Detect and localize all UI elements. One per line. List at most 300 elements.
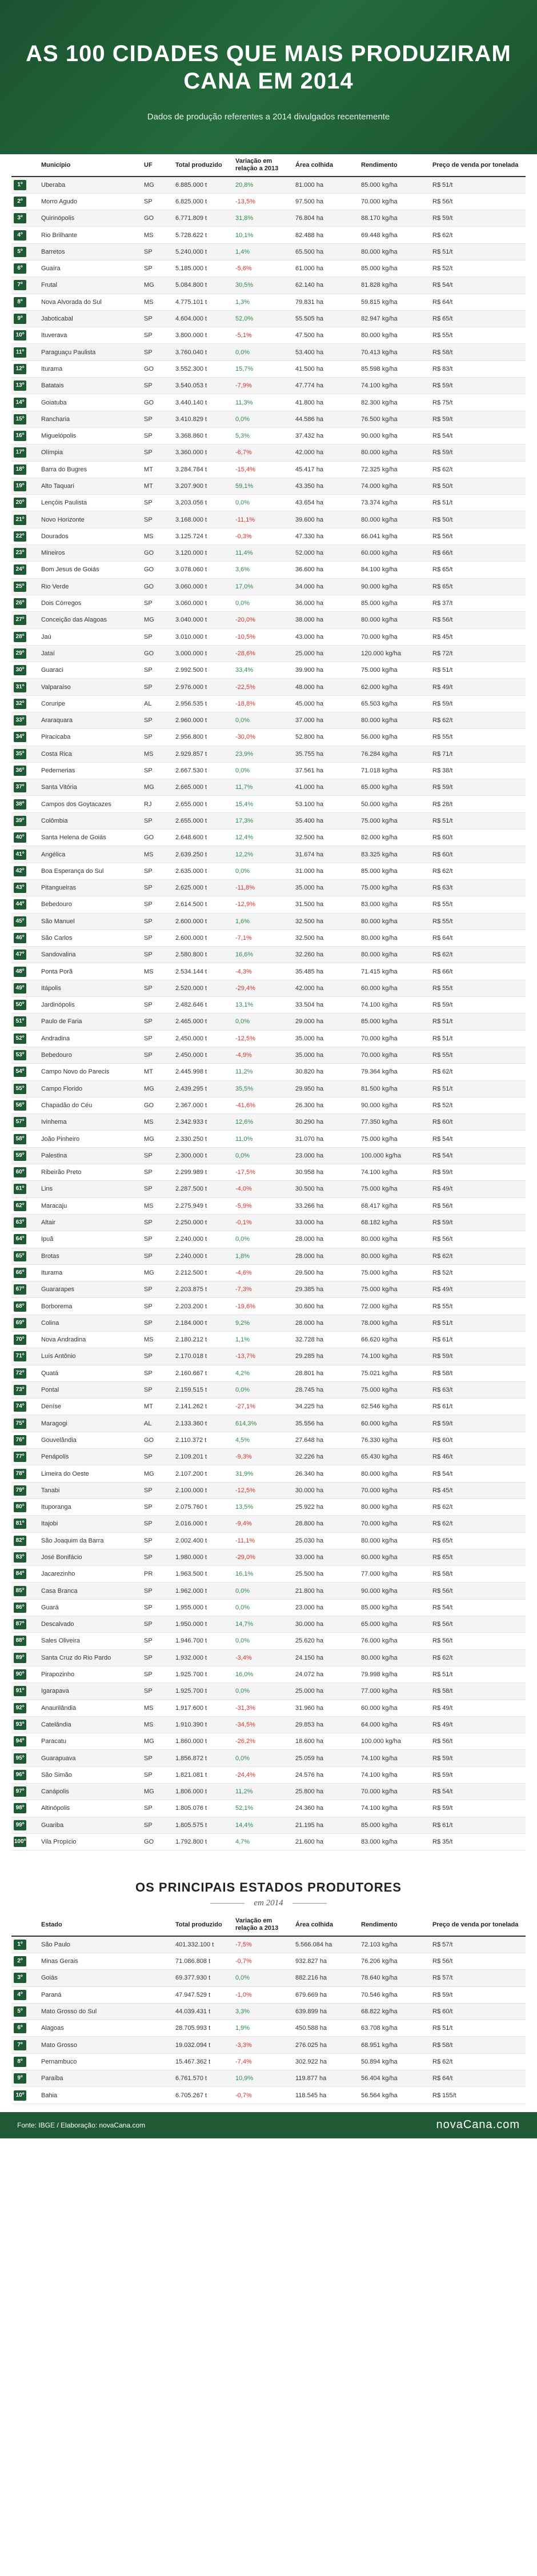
table-cell: 1.962.000 t bbox=[173, 1583, 233, 1599]
table-cell: 2.075.760 t bbox=[173, 1499, 233, 1515]
table-cell: 16,0% bbox=[233, 1666, 293, 1682]
table-cell: Piracicaba bbox=[39, 729, 142, 746]
table-cell: SP bbox=[142, 997, 173, 1013]
rank-cell bbox=[11, 260, 39, 277]
rank-badge: 84º bbox=[14, 1569, 26, 1579]
table-cell: 1.910.390 t bbox=[173, 1716, 233, 1733]
table-cell: 2.109.201 t bbox=[173, 1449, 233, 1465]
table-cell: R$ 52/t bbox=[430, 260, 526, 277]
table-row bbox=[11, 1248, 526, 1264]
table-cell: 0,0% bbox=[233, 1599, 293, 1616]
table-cell: 97.500 ha bbox=[293, 193, 359, 210]
table-cell: Jardinópolis bbox=[39, 997, 142, 1013]
rank-cell bbox=[11, 511, 39, 528]
states-col-rank bbox=[11, 1914, 39, 1936]
rank-cell bbox=[11, 1114, 39, 1131]
table-cell: 74.100 kg/ha bbox=[359, 1348, 430, 1365]
table-cell: -6,7% bbox=[233, 444, 293, 461]
table-cell: Andradina bbox=[39, 1030, 142, 1047]
table-cell: SP bbox=[142, 1298, 173, 1315]
table-cell: Canápolis bbox=[39, 1784, 142, 1800]
table-cell: 60.000 kg/ha bbox=[359, 1700, 430, 1716]
table-row bbox=[11, 344, 526, 360]
table-cell: Alto Taquari bbox=[39, 478, 142, 494]
table-cell: 75.000 kg/ha bbox=[359, 1264, 430, 1281]
table-cell: R$ 56/t bbox=[430, 1733, 526, 1750]
table-cell: 70.000 kg/ha bbox=[359, 1784, 430, 1800]
table-cell: 33.504 ha bbox=[293, 997, 359, 1013]
table-cell: SP bbox=[142, 913, 173, 930]
table-cell: 28.000 ha bbox=[293, 1248, 359, 1264]
table-cell: 50.894 kg/ha bbox=[359, 2053, 430, 2070]
table-cell: -30,0% bbox=[233, 729, 293, 746]
table-cell: -4,0% bbox=[233, 1181, 293, 1197]
rank-cell bbox=[11, 2003, 39, 2020]
rank-cell bbox=[11, 1516, 39, 1532]
table-cell: SP bbox=[142, 1499, 173, 1515]
table-cell: SP bbox=[142, 1365, 173, 1381]
rank-cell bbox=[11, 1064, 39, 1080]
table-cell: R$ 59/t bbox=[430, 1800, 526, 1817]
table-cell: 12,6% bbox=[233, 1114, 293, 1131]
table-cell: 3.360.000 t bbox=[173, 444, 233, 461]
table-cell: 3.440.140 t bbox=[173, 394, 233, 411]
table-cell: 90.000 kg/ha bbox=[359, 1583, 430, 1599]
table-cell: 11,4% bbox=[233, 545, 293, 562]
table-cell: 2.110.372 t bbox=[173, 1432, 233, 1448]
table-cell: 25.000 ha bbox=[293, 645, 359, 662]
table-cell: 2.667.530 t bbox=[173, 762, 233, 779]
table-cell: Angélica bbox=[39, 846, 142, 863]
table-cell: Coruripe bbox=[39, 695, 142, 712]
table-row bbox=[11, 812, 526, 829]
table-cell: R$ 51/t bbox=[430, 177, 526, 193]
rank-cell bbox=[11, 227, 39, 243]
rank-badge: 9º bbox=[14, 2073, 26, 2084]
rank-cell bbox=[11, 729, 39, 746]
table-cell: 24.360 ha bbox=[293, 1800, 359, 1817]
rank-badge: 82º bbox=[14, 1536, 26, 1546]
table-row bbox=[11, 1013, 526, 1030]
table-row bbox=[11, 863, 526, 879]
table-cell: 68.182 kg/ha bbox=[359, 1214, 430, 1231]
cities-table bbox=[11, 154, 526, 1850]
rank-cell bbox=[11, 1599, 39, 1616]
table-row bbox=[11, 277, 526, 294]
table-cell: -12,5% bbox=[233, 1482, 293, 1499]
table-cell: 29.853 ha bbox=[293, 1716, 359, 1733]
table-cell: 2.275.949 t bbox=[173, 1197, 233, 1214]
rank-badge: 24º bbox=[14, 564, 26, 575]
table-cell: -7,4% bbox=[233, 2053, 293, 2070]
table-cell: R$ 60/t bbox=[430, 1114, 526, 1131]
table-cell: Ivinhema bbox=[39, 1114, 142, 1131]
table-row bbox=[11, 578, 526, 595]
table-cell: 0,0% bbox=[233, 1013, 293, 1030]
table-cell: R$ 46/t bbox=[430, 1449, 526, 1465]
table-cell: -17,5% bbox=[233, 1164, 293, 1181]
table-cell: Limeira do Oeste bbox=[39, 1465, 142, 1482]
table-cell: 4,7% bbox=[233, 1833, 293, 1850]
table-cell: Penápolis bbox=[39, 1449, 142, 1465]
table-cell: 2.250.000 t bbox=[173, 1214, 233, 1231]
table-cell: Guaíra bbox=[39, 260, 142, 277]
table-cell: 1.917.600 t bbox=[173, 1700, 233, 1716]
table-cell: R$ 64/t bbox=[430, 294, 526, 310]
rank-badge: 47º bbox=[14, 950, 26, 960]
rank-badge: 45º bbox=[14, 916, 26, 927]
table-cell: 52,0% bbox=[233, 310, 293, 327]
table-cell: 63.708 kg/ha bbox=[359, 2020, 430, 2037]
rank-badge: 89º bbox=[14, 1653, 26, 1663]
table-cell: 28.800 ha bbox=[293, 1516, 359, 1532]
table-cell: 76.284 kg/ha bbox=[359, 746, 430, 762]
table-cell: 56.404 kg/ha bbox=[359, 2070, 430, 2087]
table-cell: 47.947.529 t bbox=[173, 1986, 233, 2003]
table-cell: 36.000 ha bbox=[293, 595, 359, 611]
table-cell: 21.800 ha bbox=[293, 1583, 359, 1599]
table-cell: 72.103 kg/ha bbox=[359, 1936, 430, 1953]
table-cell: 1,6% bbox=[233, 913, 293, 930]
rank-cell bbox=[11, 963, 39, 980]
table-cell: 10,9% bbox=[233, 2070, 293, 2087]
table-row bbox=[11, 830, 526, 846]
table-cell: 1.955.000 t bbox=[173, 1599, 233, 1616]
rank-badge: 29º bbox=[14, 648, 26, 659]
table-cell: 45.000 ha bbox=[293, 695, 359, 712]
rank-cell bbox=[11, 1415, 39, 1432]
rank-cell bbox=[11, 1298, 39, 1315]
table-cell: R$ 51/t bbox=[430, 243, 526, 260]
table-cell: -11,1% bbox=[233, 511, 293, 528]
table-cell: 882.216 ha bbox=[293, 1970, 359, 1986]
table-cell: R$ 51/t bbox=[430, 1666, 526, 1682]
table-cell: 11,2% bbox=[233, 1064, 293, 1080]
states-section-title: OS PRINCIPAIS ESTADOS PRODUTORES bbox=[135, 1880, 402, 1895]
table-cell: -13,7% bbox=[233, 1348, 293, 1365]
table-row bbox=[11, 1733, 526, 1750]
table-cell: 9,2% bbox=[233, 1315, 293, 1331]
table-cell: 32.500 ha bbox=[293, 830, 359, 846]
rank-badge: 59º bbox=[14, 1151, 26, 1161]
table-cell: 34.000 ha bbox=[293, 578, 359, 595]
table-cell: 80.000 kg/ha bbox=[359, 1248, 430, 1264]
table-row bbox=[11, 1516, 526, 1532]
table-row bbox=[11, 1482, 526, 1499]
table-cell: 39.900 ha bbox=[293, 662, 359, 679]
table-cell: 52.000 ha bbox=[293, 545, 359, 562]
table-cell: SP bbox=[142, 930, 173, 946]
table-cell: 3.760.040 t bbox=[173, 344, 233, 360]
table-cell: R$ 56/t bbox=[430, 1197, 526, 1214]
table-cell: SP bbox=[142, 595, 173, 611]
rank-badge: 21º bbox=[14, 515, 26, 525]
table-cell: 2.648.600 t bbox=[173, 830, 233, 846]
table-cell: Igarapava bbox=[39, 1683, 142, 1700]
table-cell: SP bbox=[142, 260, 173, 277]
table-cell: -5,9% bbox=[233, 1197, 293, 1214]
rank-badge: 96º bbox=[14, 1770, 26, 1780]
table-cell: 31.500 ha bbox=[293, 896, 359, 913]
table-cell: Bebedouro bbox=[39, 1047, 142, 1063]
table-cell: R$ 59/t bbox=[430, 1348, 526, 1365]
table-cell: 70.000 kg/ha bbox=[359, 628, 430, 645]
table-cell: -5,1% bbox=[233, 327, 293, 344]
table-cell: 23.000 ha bbox=[293, 1147, 359, 1164]
table-cell: 17,3% bbox=[233, 812, 293, 829]
table-cell: Altinópolis bbox=[39, 1800, 142, 1817]
table-cell: 21.195 ha bbox=[293, 1817, 359, 1833]
table-cell: R$ 65/t bbox=[430, 1532, 526, 1549]
table-cell: 1.856.872 t bbox=[173, 1750, 233, 1766]
table-cell: 76.000 kg/ha bbox=[359, 1633, 430, 1649]
table-cell: 3.203.056 t bbox=[173, 495, 233, 511]
table-cell: R$ 62/t bbox=[430, 1649, 526, 1666]
table-cell: 36.600 ha bbox=[293, 562, 359, 578]
rank-cell bbox=[11, 628, 39, 645]
table-cell: 47.330 ha bbox=[293, 528, 359, 544]
table-cell: SP bbox=[142, 1482, 173, 1499]
rank-cell bbox=[11, 344, 39, 360]
rank-badge: 44º bbox=[14, 899, 26, 910]
table-cell: Frutal bbox=[39, 277, 142, 294]
table-cell: 75.021 kg/ha bbox=[359, 1365, 430, 1381]
table-cell: MS bbox=[142, 846, 173, 863]
rank-badge: 49º bbox=[14, 983, 26, 993]
rank-badge: 6º bbox=[14, 263, 26, 274]
table-cell: MS bbox=[142, 227, 173, 243]
table-cell: 74.000 kg/ha bbox=[359, 478, 430, 494]
table-cell: 80.000 kg/ha bbox=[359, 947, 430, 963]
table-cell: 52,1% bbox=[233, 1800, 293, 1817]
table-cell: 21.600 ha bbox=[293, 1833, 359, 1850]
table-cell: 74.100 kg/ha bbox=[359, 1164, 430, 1181]
table-row bbox=[11, 545, 526, 562]
table-cell: R$ 72/t bbox=[430, 645, 526, 662]
rank-badge: 4º bbox=[14, 1990, 26, 2000]
table-cell: 0,0% bbox=[233, 1750, 293, 1766]
table-cell: R$ 28/t bbox=[430, 796, 526, 812]
table-cell: 90.000 kg/ha bbox=[359, 427, 430, 444]
table-cell: 3.800.000 t bbox=[173, 327, 233, 344]
table-row bbox=[11, 628, 526, 645]
table-cell: 0,0% bbox=[233, 1231, 293, 1248]
table-cell: R$ 37/t bbox=[430, 595, 526, 611]
table-cell: -12,5% bbox=[233, 1030, 293, 1047]
rank-badge: 74º bbox=[14, 1401, 26, 1412]
table-cell: 33.000 ha bbox=[293, 1549, 359, 1565]
table-cell: Goiás bbox=[39, 1970, 173, 1986]
table-cell: SP bbox=[142, 1649, 173, 1666]
table-cell: 75.000 kg/ha bbox=[359, 879, 430, 896]
rank-cell bbox=[11, 645, 39, 662]
table-cell: Pedernerias bbox=[39, 762, 142, 779]
table-cell: MG bbox=[142, 1131, 173, 1147]
table-cell: 65.430 kg/ha bbox=[359, 1449, 430, 1465]
table-cell: -7,3% bbox=[233, 1281, 293, 1298]
table-row bbox=[11, 1649, 526, 1666]
table-cell: MS bbox=[142, 746, 173, 762]
table-cell: MS bbox=[142, 1331, 173, 1348]
table-cell: R$ 65/t bbox=[430, 1549, 526, 1565]
rank-badge: 71º bbox=[14, 1351, 26, 1361]
table-cell: 69.377.930 t bbox=[173, 1970, 233, 1986]
table-cell: R$ 64/t bbox=[430, 2070, 526, 2087]
rank-badge: 35º bbox=[14, 749, 26, 759]
rank-cell bbox=[11, 243, 39, 260]
table-cell: R$ 55/t bbox=[430, 1047, 526, 1063]
table-cell: São Manuel bbox=[39, 913, 142, 930]
table-cell: R$ 45/t bbox=[430, 1482, 526, 1499]
table-cell: Maragogi bbox=[39, 1415, 142, 1432]
table-cell: Guararapes bbox=[39, 1281, 142, 1298]
table-cell: -11,1% bbox=[233, 1532, 293, 1549]
states-table bbox=[11, 1914, 526, 2104]
table-cell: SP bbox=[142, 1281, 173, 1298]
table-cell: -3,4% bbox=[233, 1649, 293, 1666]
table-cell: -22,5% bbox=[233, 679, 293, 695]
rank-badge: 92º bbox=[14, 1703, 26, 1713]
table-cell: SP bbox=[142, 896, 173, 913]
table-cell: 85.000 kg/ha bbox=[359, 863, 430, 879]
table-cell: 35,5% bbox=[233, 1080, 293, 1097]
table-cell: 2.976.000 t bbox=[173, 679, 233, 695]
table-row bbox=[11, 2053, 526, 2070]
table-cell: 82.000 kg/ha bbox=[359, 830, 430, 846]
table-cell: R$ 60/t bbox=[430, 1432, 526, 1448]
rank-cell bbox=[11, 913, 39, 930]
table-cell: R$ 56/t bbox=[430, 1231, 526, 1248]
table-cell: GO bbox=[142, 578, 173, 595]
table-cell: R$ 55/t bbox=[430, 327, 526, 344]
table-cell: SP bbox=[142, 1214, 173, 1231]
table-cell: 118.545 ha bbox=[293, 2087, 359, 2104]
table-cell: 70.000 kg/ha bbox=[359, 1030, 430, 1047]
table-row bbox=[11, 1415, 526, 1432]
table-cell: GO bbox=[142, 360, 173, 377]
table-cell: SP bbox=[142, 729, 173, 746]
rank-cell bbox=[11, 2087, 39, 2104]
table-cell: -41,6% bbox=[233, 1097, 293, 1113]
table-cell: 3.552.300 t bbox=[173, 360, 233, 377]
table-cell: R$ 62/t bbox=[430, 1064, 526, 1080]
table-cell: 2.450.000 t bbox=[173, 1030, 233, 1047]
table-cell: Paraná bbox=[39, 1986, 173, 2003]
table-row bbox=[11, 1432, 526, 1448]
table-cell: Itajobi bbox=[39, 1516, 142, 1532]
table-cell: Paraíba bbox=[39, 2070, 173, 2087]
table-cell: Tanabi bbox=[39, 1482, 142, 1499]
table-cell: 74.100 kg/ha bbox=[359, 1800, 430, 1817]
table-cell: 60.000 kg/ha bbox=[359, 545, 430, 562]
rank-cell bbox=[11, 461, 39, 478]
rank-badge: 1º bbox=[14, 180, 26, 190]
table-cell: -0,1% bbox=[233, 1214, 293, 1231]
table-cell: Rio Brilhante bbox=[39, 227, 142, 243]
col-preco: Preço de venda por tonelada bbox=[430, 154, 526, 177]
rank-cell bbox=[11, 712, 39, 729]
table-row bbox=[11, 294, 526, 310]
table-cell: 60.000 kg/ha bbox=[359, 1415, 430, 1432]
rank-badge: 2º bbox=[14, 1956, 26, 1966]
table-cell: -9,3% bbox=[233, 1449, 293, 1465]
table-cell: MT bbox=[142, 1064, 173, 1080]
table-cell: 70.546 kg/ha bbox=[359, 1986, 430, 2003]
table-cell: 2.342.933 t bbox=[173, 1114, 233, 1131]
rank-cell bbox=[11, 1784, 39, 1800]
table-cell: R$ 55/t bbox=[430, 729, 526, 746]
table-cell: Bom Jesus de Goiás bbox=[39, 562, 142, 578]
table-cell: 1,8% bbox=[233, 1248, 293, 1264]
table-cell: 4.775.101 t bbox=[173, 294, 233, 310]
table-cell: Quirinópolis bbox=[39, 210, 142, 227]
table-cell: 2.133.360 t bbox=[173, 1415, 233, 1432]
rank-badge: 18º bbox=[14, 464, 26, 475]
rank-cell bbox=[11, 1432, 39, 1448]
table-row bbox=[11, 227, 526, 243]
table-cell: GO bbox=[142, 210, 173, 227]
table-row bbox=[11, 2003, 526, 2020]
rank-badge: 26º bbox=[14, 598, 26, 608]
table-cell: 56.564 kg/ha bbox=[359, 2087, 430, 2104]
table-cell: 53.100 ha bbox=[293, 796, 359, 812]
table-cell: MG bbox=[142, 1264, 173, 1281]
table-cell: 26.340 ha bbox=[293, 1465, 359, 1482]
table-cell: 90.000 kg/ha bbox=[359, 578, 430, 595]
rank-cell bbox=[11, 830, 39, 846]
table-cell: 37.432 ha bbox=[293, 427, 359, 444]
table-row bbox=[11, 1666, 526, 1682]
rank-badge: 94º bbox=[14, 1736, 26, 1746]
table-cell: Iturama bbox=[39, 1264, 142, 1281]
table-cell: R$ 59/t bbox=[430, 1415, 526, 1432]
table-cell: R$ 61/t bbox=[430, 1817, 526, 1833]
table-cell: 80.000 kg/ha bbox=[359, 243, 430, 260]
table-cell: 30.290 ha bbox=[293, 1114, 359, 1131]
table-cell: 32.226 ha bbox=[293, 1449, 359, 1465]
rank-badge: 50º bbox=[14, 1000, 26, 1010]
table-cell: 28.745 ha bbox=[293, 1381, 359, 1398]
table-cell: 3.078.060 t bbox=[173, 562, 233, 578]
table-cell: 85.000 kg/ha bbox=[359, 1817, 430, 1833]
table-cell: -0,7% bbox=[233, 1953, 293, 1969]
col-rendimento: Rendimento bbox=[359, 154, 430, 177]
table-row bbox=[11, 1583, 526, 1599]
footer-brand[interactable]: novaCana.com bbox=[436, 2118, 520, 2132]
states-section-subtitle: em 2014 bbox=[11, 1898, 526, 1908]
table-cell: 3.410.829 t bbox=[173, 411, 233, 427]
table-cell: 6.885.000 t bbox=[173, 177, 233, 193]
table-cell: 32.728 ha bbox=[293, 1331, 359, 1348]
rank-badge: 1º bbox=[14, 1940, 26, 1950]
table-cell: 2.184.000 t bbox=[173, 1315, 233, 1331]
table-cell: 23.000 ha bbox=[293, 1599, 359, 1616]
table-row bbox=[11, 1064, 526, 1080]
table-cell: R$ 58/t bbox=[430, 1683, 526, 1700]
table-cell: Goiatuba bbox=[39, 394, 142, 411]
table-row bbox=[11, 645, 526, 662]
page-footer bbox=[0, 2112, 537, 2138]
table-cell: Itápolis bbox=[39, 980, 142, 996]
table-cell: Morro Agudo bbox=[39, 193, 142, 210]
table-row bbox=[11, 1147, 526, 1164]
table-row bbox=[11, 378, 526, 394]
rank-badge: 70º bbox=[14, 1335, 26, 1345]
table-cell: SP bbox=[142, 411, 173, 427]
table-cell: 56.000 kg/ha bbox=[359, 729, 430, 746]
table-cell: SP bbox=[142, 1348, 173, 1365]
table-cell: 85.598 kg/ha bbox=[359, 360, 430, 377]
